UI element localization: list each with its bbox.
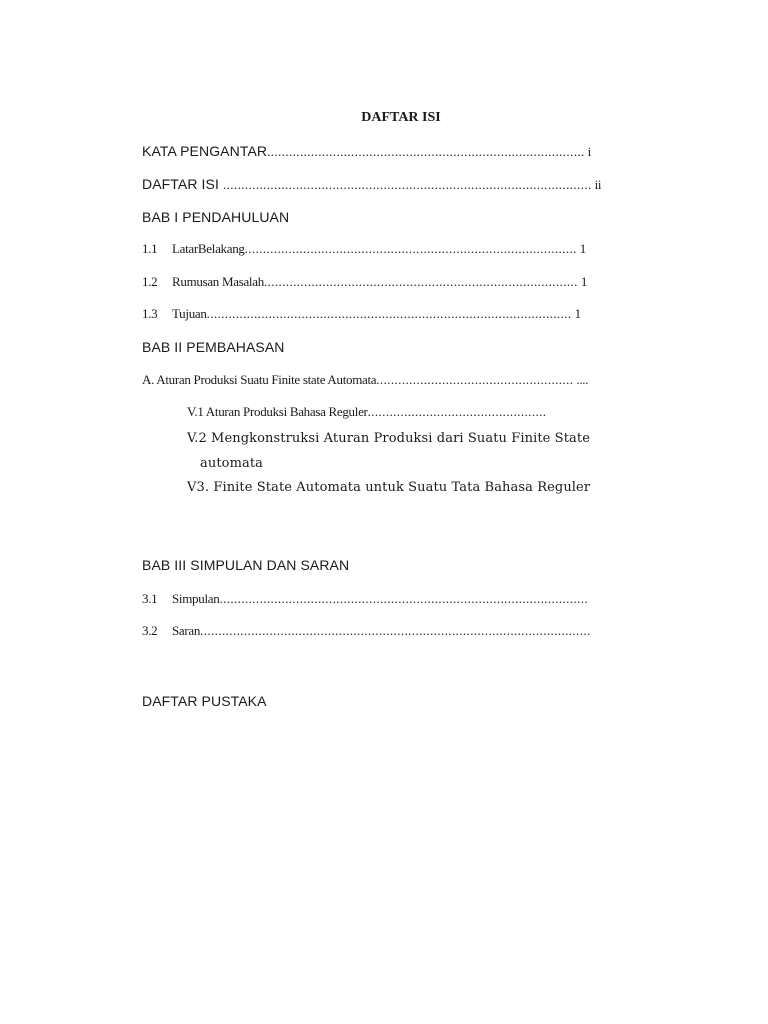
toc-page-number: i bbox=[587, 144, 591, 159]
toc-page-number: 1 bbox=[580, 274, 588, 289]
toc-entry-kata-pengantar bbox=[142, 142, 591, 161]
toc-page-number: .... bbox=[576, 372, 589, 387]
toc-page-number: ii bbox=[594, 177, 602, 192]
toc-entry-daftar-pustaka: DAFTAR PUSTAKA bbox=[142, 693, 267, 709]
toc-leader-dots: ........................................................................................... bbox=[244, 241, 577, 256]
toc-entry-3-2 bbox=[142, 622, 591, 640]
toc-entry-label: Saran bbox=[172, 623, 201, 638]
chapter-heading-bab-2: BAB II PEMBAHASAN bbox=[142, 339, 285, 355]
toc-leader-dots: ..................................................................................................... bbox=[222, 177, 592, 192]
toc-entry-1-1 bbox=[142, 240, 586, 258]
toc-entry-daftar-isi bbox=[142, 175, 601, 194]
toc-entry-v-2-continuation: automata bbox=[200, 456, 264, 471]
toc-entry-section-a bbox=[142, 371, 588, 389]
toc-section-number: 1.3 bbox=[142, 306, 158, 321]
toc-section-number: 1.1 bbox=[142, 241, 158, 256]
toc-leader-dots: ................................................. bbox=[367, 404, 547, 419]
toc-entry-3-1 bbox=[142, 590, 588, 608]
page-title: DAFTAR ISI bbox=[361, 110, 441, 125]
chapter-heading-bab-1: BAB I PENDAHULUAN bbox=[142, 209, 290, 225]
toc-leader-dots: ...................................................... bbox=[376, 372, 574, 387]
toc-entry-1-3 bbox=[142, 305, 581, 323]
toc-section-number: 3.2 bbox=[142, 623, 158, 638]
toc-entry-label: LatarBelakang bbox=[172, 241, 245, 256]
toc-entry-label: Simpulan bbox=[172, 591, 220, 606]
toc-entry-label: Rumusan Masalah bbox=[172, 274, 264, 289]
toc-entry-v-1 bbox=[187, 403, 546, 421]
chapter-heading-bab-3: BAB III SIMPULAN DAN SARAN bbox=[142, 557, 350, 573]
toc-entry-label: V.1 Aturan Produksi Bahasa Reguler bbox=[187, 404, 368, 419]
toc-entry-label: DAFTAR ISI bbox=[142, 176, 219, 192]
toc-page-number: 1 bbox=[574, 306, 581, 321]
toc-leader-dots: ...................................................................................... bbox=[263, 274, 578, 289]
toc-page-number: 1 bbox=[579, 241, 586, 256]
toc-section-number: 3.1 bbox=[142, 591, 158, 606]
toc-section-number: 1.2 bbox=[142, 274, 158, 289]
toc-entry-label: A. Aturan Produksi Suatu Finite state Automata bbox=[142, 372, 377, 387]
toc-entry-1-2 bbox=[142, 273, 587, 291]
toc-entry-v-2: V.2 Mengkonstruksi Aturan Produksi dari Suatu Finite State bbox=[187, 431, 590, 446]
toc-entry-label: KATA PENGANTAR bbox=[142, 143, 268, 159]
toc-entry-v-3: V3. Finite State Automata untuk Suatu Tata Bahasa Reguler bbox=[187, 480, 591, 495]
toc-entry-label: Tujuan bbox=[172, 306, 207, 321]
toc-leader-dots: ........................................................................................................... bbox=[200, 623, 591, 638]
toc-leader-dots: ....................................................................................... bbox=[267, 144, 585, 159]
toc-leader-dots: .................................................................................................... bbox=[206, 306, 572, 321]
toc-leader-dots: ..................................................................................................... bbox=[219, 591, 589, 606]
